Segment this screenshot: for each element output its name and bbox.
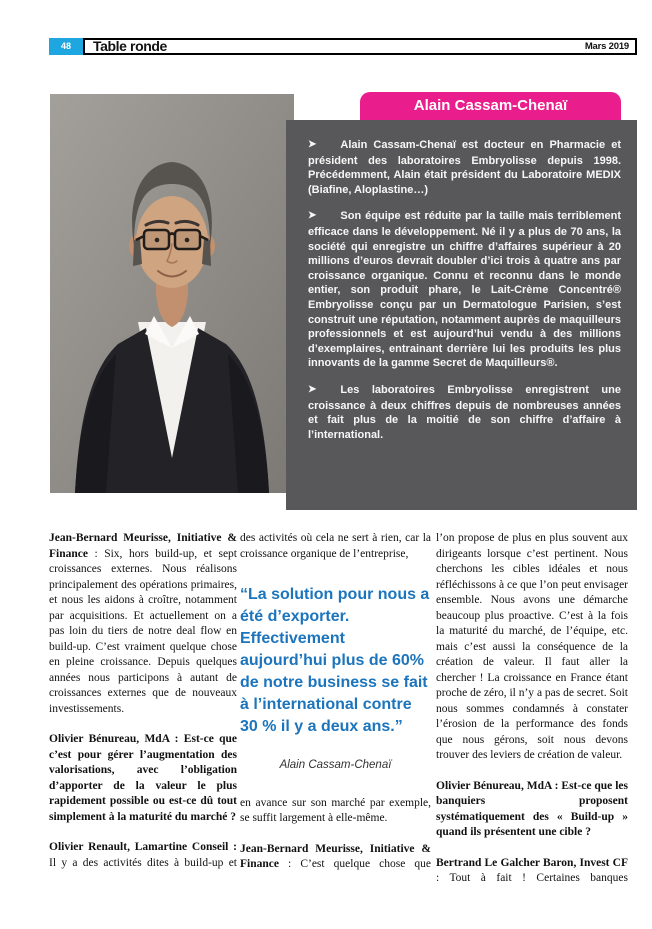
speaker-name: Jean-Bernard Meurisse, Initiative & Finance (49, 532, 237, 560)
paragraph-text: Il y a des activités dites à build-up et (49, 856, 237, 869)
paragraph: des activités où cela ne sert à rien, car la croissance organique de l’entreprise, (240, 532, 431, 560)
bio-text: Alain Cassam-Chenaï est docteur en Pharmacie et président des laboratoires Embryolisse depuis 1998. Précédemment, Alain était président du Laboratoire MEDIX (Biafine, Aloplastine…) (308, 139, 621, 196)
paragraph (49, 531, 237, 717)
pull-quote: “La solution pour nous a été d’exporter. Effectivement aujourd’hui plus de 60% de notre business se fait à l’international contre 30 % il y a deux ans.” (240, 586, 430, 735)
paragraph: en avance sur son marché par exemple, se suffit largement à elle-même. (240, 796, 431, 824)
moderator-question: Olivier Bénureau, MdA : Est-ce que c’est pour gérer l’augmentation des valorisations, avec l’obligation d’apporter de la valeur le plus rapidement possible ou est-ce dû tout simplement à la maturité du marché ? (49, 733, 237, 823)
speaker-name: Bertrand Le Galcher Baron, Invest CF (436, 856, 628, 869)
bio-paragraph (308, 138, 621, 197)
issue-date: Mars 2019 (584, 41, 629, 52)
bio-text: Les laboratoires Embryolisse enregistrent une croissance à deux chiffres depuis de nombreuses années et fait plus de la moitié de son chiffre d’affaire à l’international. (308, 383, 621, 441)
article-column-1 (49, 531, 237, 886)
arrow-bullet-icon: ➤ (308, 139, 317, 150)
header-bar (83, 38, 637, 55)
paragraph: l’on propose de plus en plus souvent aux dirigeants lorsque c’est pertinent. Nous cherchons les cibles idéales et nous réfléchissons à ce que l’on peut envisager ensemble. Nous avons une démarche beaucoup plus proactive. C’est à la fois la maturité du marché, de l’équipe, etc. mais c’est aussi la conséquence de la création de valeur. Il faut aller la chercher ! La croissance en France étant proche de zéro, il n’y a pas de secret. Soit nous sommes condamnés à constater l’érosion de la performance des fonds que nous gérons, soit nous devons trouver des leviers de création de valeur. (436, 532, 628, 761)
article-column-2 (240, 531, 431, 888)
speaker-name: Olivier Renault, Lamartine Conseil : (49, 841, 237, 853)
speaker-name: Jean-Bernard Meurisse, Initiative & Finance (240, 842, 431, 870)
portrait-illustration (50, 94, 294, 493)
portrait-photo (50, 94, 294, 493)
paragraph-text: : Tout à fait ! Certaines banques (436, 872, 628, 884)
section-title: Table ronde (93, 38, 167, 54)
paragraph (240, 842, 431, 873)
bio-paragraph (308, 209, 621, 371)
arrow-bullet-icon: ➤ (308, 210, 317, 222)
paragraph-text: : C’est quelque chose que (278, 858, 431, 870)
bio-text: Son équipe est réduite par la taille mais terriblement efficace dans le développement. Né il y a plus de 70 ans, la société qui enregistre un chiffre d’affaires supérieur à 20 millions d’euros devrait doubler d’ici trois à quatre ans par croissance organique. Connu et reconnu dans le monde entier, son produit phare, le Lait-Crème Concentré® Embryolisse conçu par un Dermatologue Parisien, s’est construit une réputation, notamment auprès de maquilleurs professionnels et est aujourd’hui vendu à des millions d’exemplaires, entrainant derrière lui les produits les plus innovants de la gamme Secret de Maquilleurs®. (308, 210, 621, 370)
quote-attribution: Alain Cassam-Chenaï (279, 759, 392, 771)
arrow-bullet-icon: ➤ (308, 383, 317, 395)
moderator-question: Olivier Bénureau, MdA : Est-ce que les banquiers proposent systématiquement des « Build-up » quand ils présentent une cible ? (436, 779, 628, 838)
page-number-badge: 48 (49, 38, 83, 55)
page-header (49, 38, 637, 55)
paragraph-text: : Six, hors build-up, et sept croissances externes. Nous réalisons principalement des opérations primaires, et nous les aidons à croître, notamment par acquisitions. Et actuellement on a pas loin du tiers de notre deal flow en build-up. C’est vraiment quelque chose en pleine croissance. Depuis quelques années nous participons à autant de croissances externes que de nouveaux investissements. (49, 547, 237, 715)
paragraph (436, 856, 628, 887)
article-column-3 (436, 531, 628, 902)
bio-box (286, 120, 637, 510)
paragraph (49, 840, 237, 871)
name-banner: Alain Cassam-Chenaï (360, 92, 621, 120)
bio-paragraph (308, 383, 621, 442)
